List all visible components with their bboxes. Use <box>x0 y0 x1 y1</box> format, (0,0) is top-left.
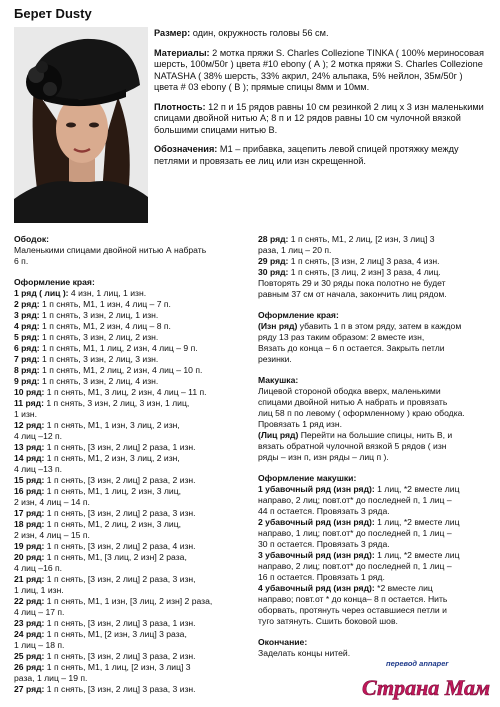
instruction-line <box>14 321 254 332</box>
instruction-label: (Лиц ряд) <box>258 430 299 440</box>
instruction-line <box>258 289 490 300</box>
instruction-line <box>14 376 254 387</box>
instruction-label: 10 ряд: <box>14 387 45 397</box>
instruction-text: 1 п снять, [3 лиц, 2 изн] 3 раза, 4 лиц. <box>288 267 441 277</box>
instruction-text: Перейти на большие спицы, нить В, и <box>298 430 453 440</box>
instruction-line <box>14 310 254 321</box>
instruction-line <box>14 629 254 640</box>
instruction-text: 1 п снять, 3 изн, 2 лиц, 3 изн, 1 лиц, <box>43 398 190 408</box>
instruction-line <box>258 616 490 627</box>
instruction-line <box>14 288 254 299</box>
beret-photo <box>14 27 148 223</box>
instruction-line <box>14 552 254 563</box>
instruction-text: 1 изн. <box>14 409 38 419</box>
instruction-line <box>258 648 490 659</box>
size-label: Размер: <box>154 28 191 38</box>
instruction-line <box>14 651 254 662</box>
instruction-line <box>14 464 254 475</box>
instruction-line <box>258 572 490 583</box>
instruction-text: 1 п снять, [3 изн, 2 лиц] 2 раза, 3 изн, <box>44 574 196 584</box>
instruction-text: 1 п снять, М1, 2 лиц, 2 изн, 4 лиц – 10 п. <box>39 365 203 375</box>
instruction-label: 8 ряд: <box>14 365 40 375</box>
instruction-line <box>14 277 254 288</box>
notation-label: Обозначения: <box>154 144 218 154</box>
paragraph-gap <box>14 267 254 277</box>
instruction-label: 13 ряд: <box>14 442 45 452</box>
instruction-line <box>14 234 254 245</box>
instruction-text: *2 вместе лиц <box>374 583 433 593</box>
instruction-text: 44 п остается. Провязать 3 ряда. <box>258 506 390 516</box>
instruction-label: 20 ряд: <box>14 552 45 562</box>
instruction-line <box>258 234 490 245</box>
instruction-label: 2 ряд: <box>14 299 40 309</box>
instruction-text: 4 лиц –12 п. <box>14 431 63 441</box>
instruction-text: вязать обратной чулочной вязкой 5 рядов ( изн <box>258 441 447 451</box>
instruction-line <box>14 453 254 464</box>
site-logo <box>360 672 492 702</box>
instruction-line <box>258 256 490 267</box>
instruction-text: Лицевой стороной ободка вверх, маленькими <box>258 386 441 396</box>
instruction-line <box>14 245 254 256</box>
instruction-line <box>14 585 254 596</box>
instruction-line <box>258 528 490 539</box>
instruction-text: 1 п снять, 3 изн, 2 лиц, 4 изн. <box>39 376 159 386</box>
instruction-text: направо, 1 лиц; повт.от* до последней п, 1 лиц – <box>258 528 452 538</box>
instruction-text: 4 лиц –13 п. <box>14 464 63 474</box>
instructions-right-column <box>258 234 490 659</box>
instruction-text: раза, 1 лиц – 20 п. <box>258 245 332 255</box>
instruction-text: 1 п снять, М1, 3 лиц, 2 изн, 4 лиц – 11 п. <box>44 387 207 397</box>
instruction-label: Окончание: <box>258 637 308 647</box>
instruction-text: 1 п снять, [3 изн, 2 лиц] 2 раза, 2 изн. <box>44 475 196 485</box>
instruction-label: 29 ряд: <box>258 256 289 266</box>
instruction-text: 1 п снять, М1, 1 изн, [3 лиц, 2 изн] 2 раза, <box>44 596 213 606</box>
instruction-label: 27 ряд: <box>14 684 45 694</box>
instruction-line <box>14 332 254 343</box>
instruction-text: 1 п снять, М1, 1 лиц, [2 изн, 3 лиц] 3 <box>44 662 191 672</box>
instruction-text: 1 лиц – 18 п. <box>14 640 65 650</box>
instruction-line <box>14 431 254 442</box>
instruction-line <box>258 310 490 321</box>
instruction-text: 1 п снять, [3 изн, 2 лиц] 3 раза, 2 изн. <box>44 651 196 661</box>
instruction-text: 1 п снять, 3 изн, 2 лиц, 3 изн. <box>39 354 159 364</box>
instruction-text: 16 п остается. Провязать 1 ряд. <box>258 572 385 582</box>
instruction-line <box>258 245 490 256</box>
translation-credit: перевод annaper <box>386 659 449 668</box>
instruction-line <box>258 430 490 441</box>
instruction-text: туго затянуть. Сшить боковой шов. <box>258 616 398 626</box>
instruction-text: 4 лиц – 17 п. <box>14 607 65 617</box>
instruction-text: 6 п. <box>14 256 29 266</box>
materials-text: 2 мотка пряжи S. Charles Collezione TINKA ( 100% мериносовая шерсть, 100м/50г ) цвета #10 ebony ( А ); 2 мотка пряжи S. Charles Collezione NATASHA ( 38% шерсть, 33% акрил, 24% альпака, 5% нейлон, 35м/50г ) цвета # 03 ebony ( В ); прямые спицы 8мм и 10мм. <box>154 47 484 92</box>
instruction-text: лиц 58 п по левому ( оформленному ) краю ободка. <box>258 408 465 418</box>
instruction-text: 1 п снять, М1, 1 лиц, 2 изн, 4 лиц – 9 п. <box>39 343 198 353</box>
paragraph-gap <box>258 627 490 637</box>
instruction-text: 1 лиц, 1 изн. <box>14 585 64 595</box>
instruction-text: 1 лиц, *2 вместе лиц <box>374 484 460 494</box>
instruction-line <box>258 419 490 430</box>
instruction-text: направо; повт.от * до конца– 8 п остается. Нить <box>258 594 448 604</box>
instruction-line <box>258 397 490 408</box>
instruction-text: резинки. <box>258 354 292 364</box>
instruction-text: 1 п снять, М1, 2 лиц, [2 изн, 3 лиц] 3 <box>288 234 435 244</box>
instruction-label: 22 ряд: <box>14 596 45 606</box>
instruction-text: 2 изн, 4 лиц – 14 п. <box>14 497 90 507</box>
materials-label: Материалы: <box>154 47 210 58</box>
instruction-line <box>14 519 254 530</box>
instruction-label: 26 ряд: <box>14 662 45 672</box>
instruction-text: Маленькими спицами двойной нитью А набрать <box>14 245 207 255</box>
instruction-label: 23 ряд: <box>14 618 45 628</box>
instruction-label: 18 ряд: <box>14 519 45 529</box>
instruction-line <box>258 267 490 278</box>
instruction-label: (Изн ряд) <box>258 321 298 331</box>
instruction-line <box>14 354 254 365</box>
instruction-text: 1 п снять, 3 изн, 2 лиц, 1 изн. <box>39 310 159 320</box>
density-text: 12 п и 15 рядов равны 10 см резинкой 2 лиц х 3 изн маленькими спицами двойной нитью А; 8 п и 12 рядов равны 10 см чулочной вязкой большими спицами нитью В. <box>154 101 484 135</box>
instruction-label: 3 убавочный ряд (изн ряд): <box>258 550 375 560</box>
notation-text: М1 – прибавка, зацепить левой спицей протяжку между петлями и провязать ее лиц или изн скрещенной. <box>154 144 459 166</box>
instruction-text: 4 изн, 1 лиц, 1 изн. <box>68 288 147 298</box>
instruction-line <box>258 386 490 397</box>
instruction-line <box>258 278 490 289</box>
instruction-text: 1 лиц, *2 вместе лиц <box>374 550 460 560</box>
instruction-line <box>14 409 254 420</box>
notation-paragraph <box>154 144 489 167</box>
logo-text: Страна Мам <box>362 675 491 700</box>
instruction-line <box>258 517 490 528</box>
instruction-label: 19 ряд: <box>14 541 45 551</box>
instruction-text: 1 п снять, М1, 1 изн, 3 лиц, 2 изн, <box>44 420 180 430</box>
instruction-text: убавить 1 п в этом ряду, затем в каждом <box>297 321 462 331</box>
instruction-label: 21 ряд: <box>14 574 45 584</box>
instruction-text: 1 п снять, [3 изн, 2 лиц] 2 раза, 3 изн. <box>44 508 196 518</box>
instruction-text: Вязать до конца – 6 п остается. Закрыть петли <box>258 343 445 353</box>
instruction-line <box>14 607 254 618</box>
instruction-text: спицами двойной нитью А набрать и провязать <box>258 397 448 407</box>
instruction-line <box>258 484 490 495</box>
instruction-line <box>14 299 254 310</box>
instruction-label: 28 ряд: <box>258 234 289 244</box>
density-paragraph <box>154 102 489 137</box>
instruction-label: 15 ряд: <box>14 475 45 485</box>
instruction-line <box>14 365 254 376</box>
instruction-text: 1 п снять, М1, 2 изн, 3 лиц, 2 изн, <box>44 453 180 463</box>
instruction-line <box>258 473 490 484</box>
instruction-line <box>258 561 490 572</box>
instruction-text: направо, 2 лиц; повт.от* до последней п, 1 лиц – <box>258 561 452 571</box>
instruction-line <box>14 486 254 497</box>
instruction-text: 1 лиц, *2 вместе лиц <box>374 517 460 527</box>
instruction-label: Макушка: <box>258 375 299 385</box>
instruction-line <box>258 495 490 506</box>
instruction-line <box>258 583 490 594</box>
instruction-text: 4 лиц –16 п. <box>14 563 63 573</box>
size-paragraph <box>154 28 489 40</box>
instruction-line <box>14 640 254 651</box>
instruction-line <box>258 550 490 561</box>
instruction-text: 30 п остается. Провязать 3 ряда. <box>258 539 390 549</box>
instruction-label: 9 ряд: <box>14 376 40 386</box>
instruction-label: 11 ряд: <box>14 398 44 408</box>
instruction-label: 7 ряд: <box>14 354 40 364</box>
instruction-line <box>14 475 254 486</box>
instruction-text: Повторять 29 и 30 ряды пока полотно не будет <box>258 278 446 288</box>
instruction-line <box>258 321 490 332</box>
instruction-text: 2 изн, 4 лиц – 15 п. <box>14 530 90 540</box>
instruction-line <box>258 408 490 419</box>
instruction-label: 12 ряд: <box>14 420 45 430</box>
instruction-text: 1 п снять, М1, 1 изн, 4 лиц – 7 п. <box>39 299 171 309</box>
instruction-label: 5 ряд: <box>14 332 40 342</box>
instruction-line <box>14 618 254 629</box>
instruction-line <box>258 637 490 648</box>
instruction-text: 1 п снять, [3 изн, 2 лиц] 3 раза, 4 изн. <box>288 256 440 266</box>
instruction-text: 1 п снять, [3 изн, 2 лиц] 3 раза, 1 изн. <box>44 618 196 628</box>
instruction-label: Оформление края: <box>14 277 95 287</box>
instruction-line <box>14 662 254 673</box>
intro-section <box>154 28 489 175</box>
instruction-label: 16 ряд: <box>14 486 45 496</box>
instruction-text: оборвать, протянуть через оставшиеся петли и <box>258 605 447 615</box>
instruction-text: Заделать концы нитей. <box>258 648 351 658</box>
paragraph-gap <box>258 300 490 310</box>
instruction-line <box>258 441 490 452</box>
density-label: Плотность: <box>154 101 206 112</box>
instruction-line <box>14 563 254 574</box>
instruction-label: 3 ряд: <box>14 310 40 320</box>
instruction-text: 1 п снять, [3 изн, 2 лиц] 2 раза, 4 изн. <box>44 541 196 551</box>
instruction-line <box>14 596 254 607</box>
instruction-line <box>14 508 254 519</box>
instruction-text: 1 п снять, 3 изн, 2 лиц, 2 изн. <box>39 332 159 342</box>
instruction-line <box>14 673 254 684</box>
instruction-line <box>14 343 254 354</box>
instruction-line <box>258 605 490 616</box>
paragraph-gap <box>258 463 490 473</box>
page-title: Берет Dusty <box>14 6 92 21</box>
instruction-label: 30 ряд: <box>258 267 289 277</box>
instruction-line <box>14 541 254 552</box>
materials-paragraph <box>154 48 489 94</box>
instruction-label: 14 ряд: <box>14 453 45 463</box>
instruction-text: 1 п снять, [3 изн, 2 лиц] 2 раза, 1 изн. <box>44 442 196 452</box>
instruction-line <box>14 530 254 541</box>
instruction-text: 1 п снять, М1, 2 лиц, 2 изн, 3 лиц, <box>44 519 182 529</box>
instruction-text: 1 п снять, [3 изн, 2 лиц] 3 раза, 3 изн. <box>44 684 196 694</box>
instruction-line <box>14 442 254 453</box>
instructions-left-column <box>14 234 254 695</box>
instruction-label: 1 убавочный ряд (изн ряд): <box>258 484 375 494</box>
size-text: один, окружность головы 56 см. <box>190 28 329 38</box>
instruction-line <box>14 497 254 508</box>
instruction-line <box>14 574 254 585</box>
instruction-line <box>258 354 490 365</box>
instruction-line <box>258 332 490 343</box>
instruction-label: 24 ряд: <box>14 629 45 639</box>
instruction-label: 25 ряд: <box>14 651 45 661</box>
instruction-label: Оформление макушки: <box>258 473 357 483</box>
instruction-line <box>258 452 490 463</box>
instruction-line <box>258 375 490 386</box>
instruction-label: 4 ряд: <box>14 321 40 331</box>
instruction-text: 1 п снять, М1, [2 изн, 3 лиц] 3 раза, <box>44 629 187 639</box>
instruction-label: Оформление края: <box>258 310 339 320</box>
instruction-label: 4 убавочный ряд (изн ряд): <box>258 583 375 593</box>
instruction-text: 1 п снять, М1, 2 изн, 4 лиц – 8 п. <box>39 321 171 331</box>
instruction-line <box>14 398 254 409</box>
instruction-line <box>14 420 254 431</box>
instruction-line <box>14 256 254 267</box>
instruction-text: Провязать 1 ряд изн. <box>258 419 342 429</box>
instruction-text: ряды – изн п, изн ряды – лиц п ). <box>258 452 389 462</box>
instruction-text: равным 37 см от начала, закончить лиц рядом. <box>258 289 447 299</box>
instruction-label: 1 ряд ( лиц ): <box>14 288 69 298</box>
paragraph-gap <box>258 365 490 375</box>
instruction-label: 6 ряд: <box>14 343 40 353</box>
instruction-line <box>258 506 490 517</box>
instruction-text: направо, 2 лиц; повт.от* до последней п, 1 лиц – <box>258 495 452 505</box>
instruction-line <box>258 594 490 605</box>
instruction-line <box>14 387 254 398</box>
instruction-text: ряду 13 раз таким образом: 2 вместе изн, <box>258 332 425 342</box>
instruction-text: раза, 1 лиц – 19 п. <box>14 673 88 683</box>
instruction-text: 1 п снять, М1, [3 лиц, 2 изн] 2 раза, <box>44 552 187 562</box>
instruction-text: 1 п снять, М1, 1 лиц, 2 изн, 3 лиц, <box>44 486 182 496</box>
instruction-label: 2 убавочный ряд (изн ряд): <box>258 517 375 527</box>
instruction-label: Ободок: <box>14 234 49 244</box>
instruction-line <box>14 684 254 695</box>
instruction-label: 17 ряд: <box>14 508 45 518</box>
instruction-line <box>258 343 490 354</box>
instruction-line <box>258 539 490 550</box>
